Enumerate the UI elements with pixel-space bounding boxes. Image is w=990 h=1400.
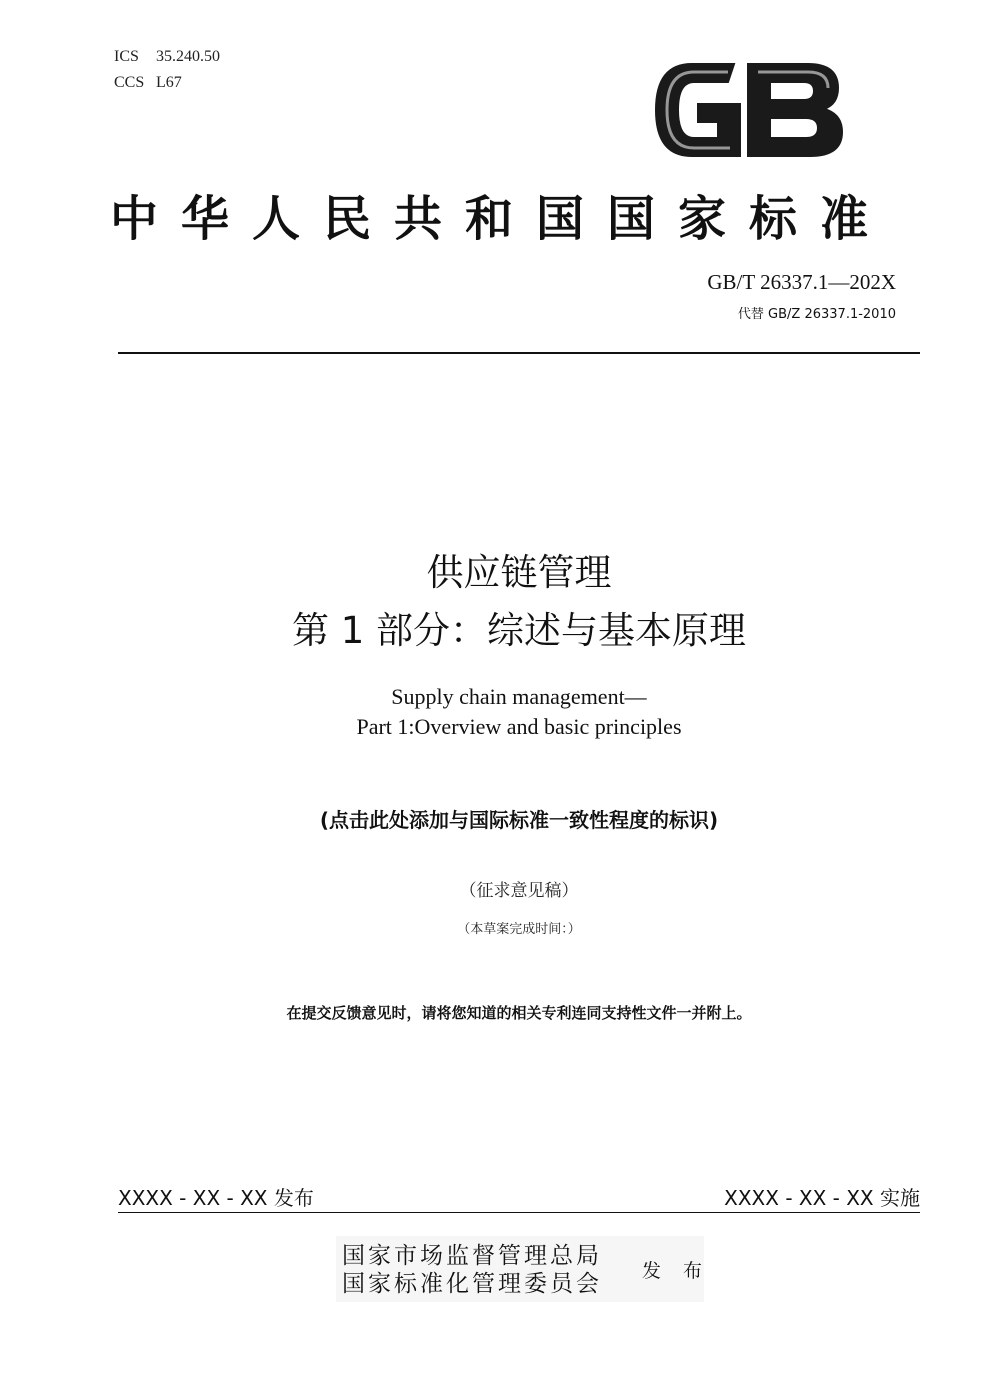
issue-date: XXXX - XX - XX 发布 (118, 1186, 314, 1210)
ccs-label: CCS (114, 74, 145, 91)
gb-logo (648, 58, 848, 162)
draft-status: （征求意见稿） (459, 881, 579, 901)
draft-completion-time: （本草案完成时间：） (457, 922, 581, 937)
publish-label: 发 布 (642, 1260, 711, 1282)
ccs-code (114, 74, 182, 92)
en-title-line1: Supply chain management— (391, 684, 647, 709)
en-title-line2: Part 1:Overview and basic principles (356, 714, 682, 739)
cn-title-line1: 供应链管理 (426, 551, 612, 594)
publisher-line1: 国家市场监督管理总局 (342, 1243, 602, 1269)
header-rule (118, 352, 920, 354)
standard-number: GB/T 26337.1—202X (707, 270, 896, 294)
national-standard-title: 中华人民共和国国家标准 (110, 191, 892, 247)
conformity-placeholder[interactable]: (点击此处添加与国际标准一致性程度的标识) (319, 808, 719, 832)
ics-label: ICS (114, 48, 139, 65)
footer-rule (118, 1212, 920, 1213)
cn-title-line2: 第 1 部分：综述与基本原理 (291, 609, 747, 652)
publisher-block (336, 1236, 711, 1302)
publisher-line2: 国家标准化管理委员会 (342, 1271, 602, 1297)
patent-note: 在提交反馈意见时，请将您知道的相关专利连同支持性文件一并附上。 (286, 1004, 752, 1022)
replaces-standard: 代替 GB/Z 26337.1-2010 (737, 307, 896, 322)
implementation-date: XXXX - XX - XX 实施 (724, 1186, 920, 1210)
ccs-value: L67 (156, 74, 182, 91)
ics-value: 35.240.50 (156, 48, 220, 65)
ics-code (114, 48, 220, 66)
